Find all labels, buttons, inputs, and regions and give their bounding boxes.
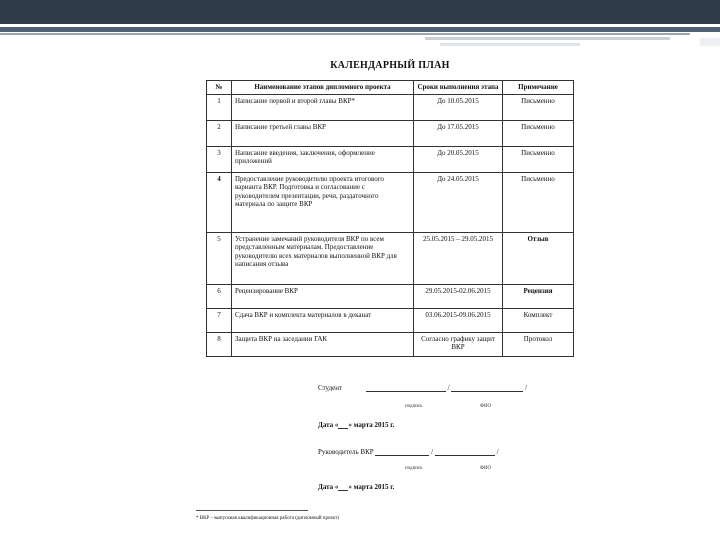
row-note: Комплект (503, 308, 574, 332)
table-header-row (207, 81, 574, 95)
row-name: Написание третьей главы ВКР (232, 120, 414, 146)
slide-header-bar (0, 0, 720, 24)
row-deadline: До 10.05.2015 (414, 94, 503, 120)
row-note: Рецензия (503, 284, 574, 308)
header-name: Наименование этапов дипломного проекта (232, 81, 414, 95)
calendar-plan-table (206, 80, 574, 357)
decor-stripe (0, 27, 720, 32)
student-date: Дата « » марта 2015 г. (318, 421, 395, 429)
table-row (207, 332, 574, 356)
row-deadline: 03.06.2015-09.06.2015 (414, 308, 503, 332)
name-line (451, 391, 523, 392)
supervisor-date: Дата « » марта 2015 г. (318, 483, 395, 491)
table-row (207, 232, 574, 284)
row-deadline: 29.05.2015-02.06.2015 (414, 284, 503, 308)
row-name: Защита ВКР на заседании ГАК (232, 332, 414, 356)
table-row (207, 94, 574, 120)
header-note: Примечание (503, 81, 574, 95)
table-row (207, 284, 574, 308)
row-deadline: Согласно графику защит ВКР (414, 332, 503, 356)
decor-stripe (440, 43, 580, 46)
signature-line (366, 391, 446, 392)
document-title: КАЛЕНДАРНЫЙ ПЛАН (330, 60, 450, 71)
table-row (207, 120, 574, 146)
header-num: № (207, 81, 232, 95)
row-deadline: До 24.05.2015 (414, 172, 503, 232)
footnote: * ВКР – выпускная квалификационная работа (дипломный проект) (196, 516, 339, 521)
caption-signature: подпись (405, 404, 423, 409)
row-name: Написание первой и второй главы ВКР* (232, 94, 414, 120)
row-num: 2 (207, 120, 232, 146)
row-note: Письменно (503, 94, 574, 120)
row-name: Устранение замечаний руководителя ВКР по всем представленным материалам. Предоставление руководителю всех материалов выполненной ВКР для написания отзыва (232, 232, 414, 284)
caption-name: ФИО (480, 404, 492, 409)
supervisor-label: Руководитель ВКР (318, 448, 374, 456)
row-num: 6 (207, 284, 232, 308)
row-note: Отзыв (503, 232, 574, 284)
table-row (207, 172, 574, 232)
row-num: 1 (207, 94, 232, 120)
row-deadline: 25.05.2015 – 29.05.2015 (414, 232, 503, 284)
row-deadline: До 20.05.2015 (414, 146, 503, 172)
name-line (435, 455, 495, 456)
student-label: Студент (318, 384, 343, 392)
row-deadline: До 17.05.2015 (414, 120, 503, 146)
row-num: 4 (207, 172, 232, 232)
row-note: Письменно (503, 172, 574, 232)
supervisor-signature-row: Руководитель ВКР / / (318, 448, 499, 456)
row-num: 7 (207, 308, 232, 332)
caption-signature: подпись (405, 466, 423, 471)
decor-stripe (0, 33, 690, 35)
row-name: Рецензирование ВКР (232, 284, 414, 308)
caption-name: ФИО (480, 466, 492, 471)
row-num: 5 (207, 232, 232, 284)
decor-stripe (700, 38, 720, 46)
signature-line (375, 455, 429, 456)
row-name: Написание введения, заключения, оформление приложений (232, 146, 414, 172)
row-num: 8 (207, 332, 232, 356)
table-row (207, 308, 574, 332)
footnote-divider (196, 510, 308, 511)
row-note: Письменно (503, 146, 574, 172)
row-name: Сдача ВКР и комплекта материалов в деканат (232, 308, 414, 332)
row-note: Протокол (503, 332, 574, 356)
row-name: Предоставление руководителю проекта итогового варианта ВКР. Подготовка и согласование с руководителем презентации, речи, раздаточного материала по защите ВКР (232, 172, 414, 232)
table-row (207, 146, 574, 172)
row-num: 3 (207, 146, 232, 172)
header-deadline: Сроки выполнения этапа (414, 81, 503, 95)
student-signature-row: Студент / / (318, 384, 527, 392)
decor-stripe (425, 37, 670, 40)
row-note: Письменно (503, 120, 574, 146)
